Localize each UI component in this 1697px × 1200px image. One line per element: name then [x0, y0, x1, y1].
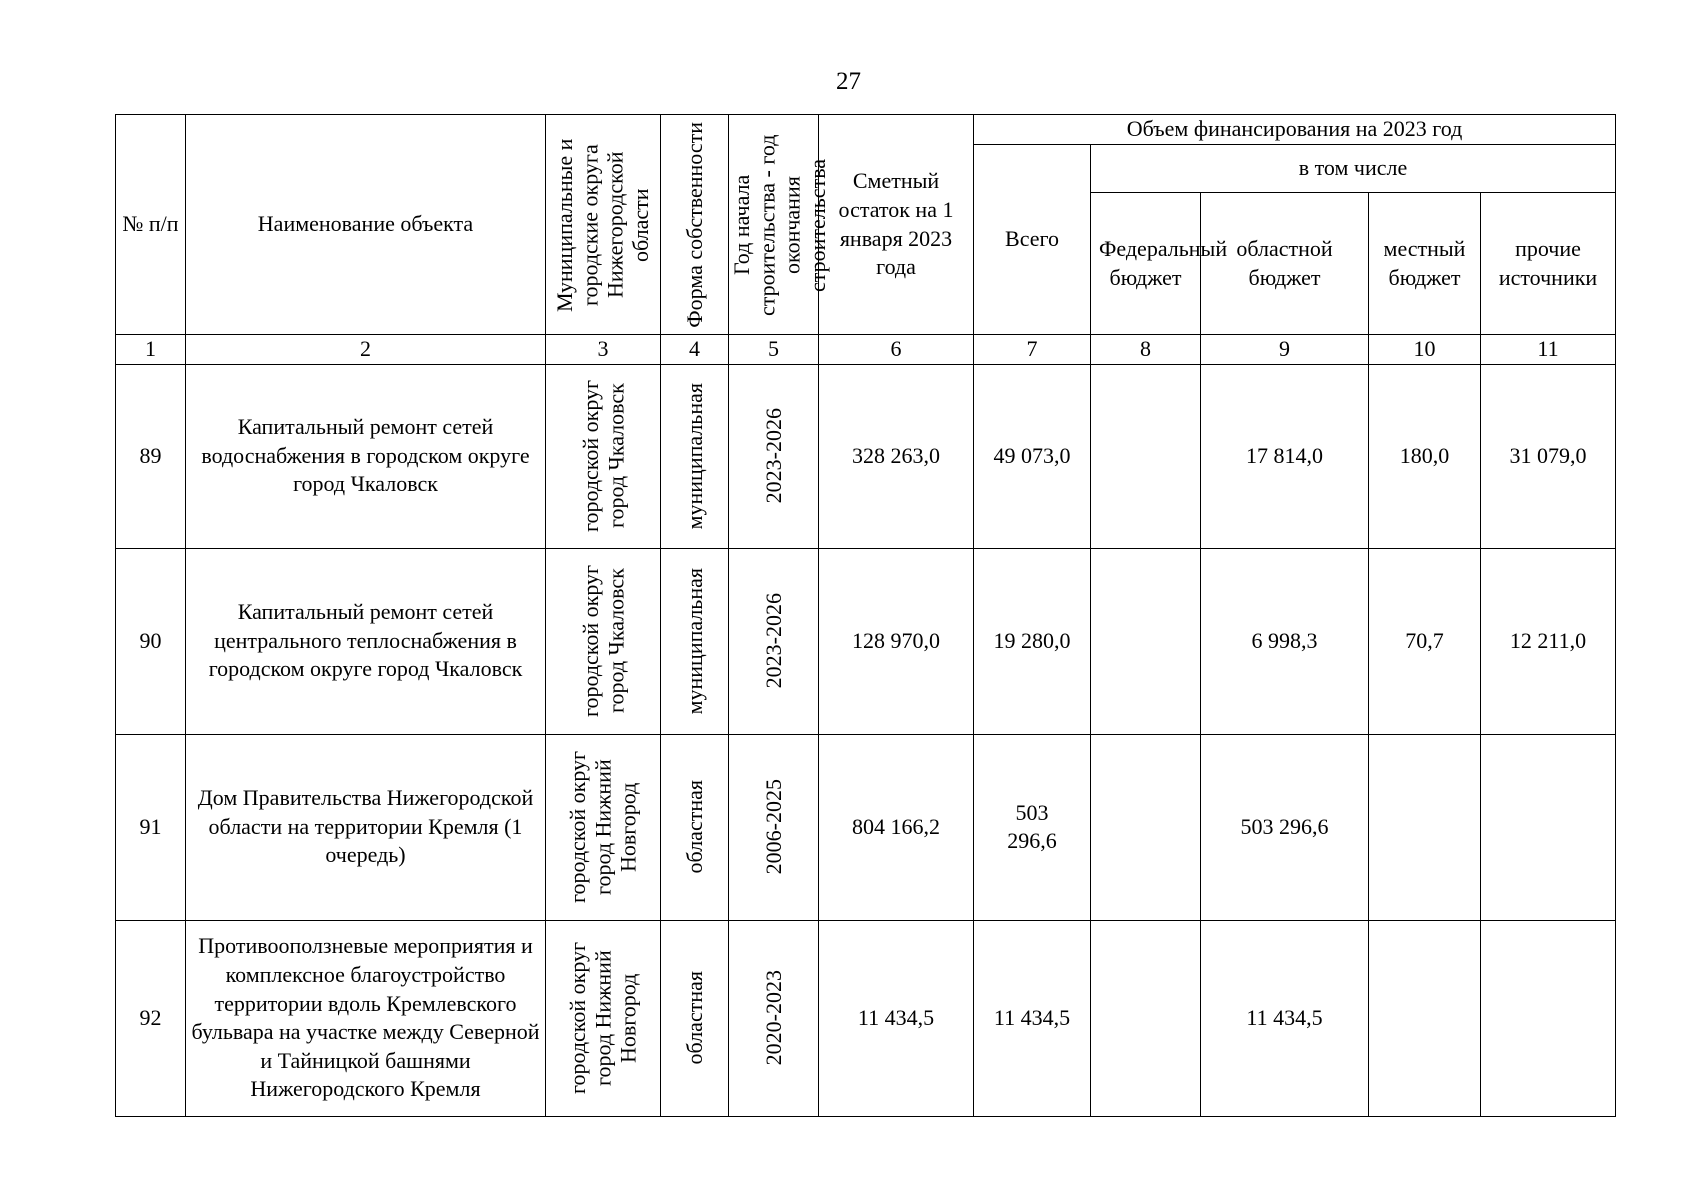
table-row — [116, 548, 1616, 734]
row-ownership-text: областная — [681, 780, 707, 874]
header-federal: Федеральный бюджет — [1091, 193, 1201, 335]
row-estimate: 804 166,2 — [819, 734, 974, 920]
row-municipal — [546, 364, 661, 548]
row-ownership-text: муниципальная — [681, 567, 707, 715]
row-local — [1369, 920, 1481, 1116]
row-regional: 17 814,0 — [1201, 364, 1369, 548]
row-federal — [1091, 734, 1201, 920]
row-name: Капитальный ремонт сетей водоснабжения в городском округе город Чкаловск — [186, 364, 546, 548]
header-ownership — [661, 115, 729, 335]
table-row — [116, 364, 1616, 548]
row-total: 11 434,5 — [974, 920, 1091, 1116]
row-estimate: 11 434,5 — [819, 920, 974, 1116]
row-name: Капитальный ремонт сетей центрального теплоснабжения в городском округе город Чкаловск — [186, 548, 546, 734]
header-name: Наименование объекта — [186, 115, 546, 335]
page-number: 27 — [836, 68, 861, 95]
row-ownership — [661, 548, 729, 734]
row-local: 180,0 — [1369, 364, 1481, 548]
row-ownership — [661, 734, 729, 920]
header-including: в том числе — [1091, 145, 1616, 193]
row-municipal-text: городской округ город Нижний Новгород — [565, 751, 641, 904]
column-number: 6 — [819, 335, 974, 365]
row-years — [729, 364, 819, 548]
row-years-text: 2020-2023 — [760, 970, 786, 1066]
header-local: местный бюджет — [1369, 193, 1481, 335]
header-years — [729, 115, 830, 335]
row-municipal-text: городской округ город Нижний Новгород — [565, 942, 641, 1095]
column-number: 1 — [116, 335, 186, 365]
header-ownership-text: Форма собственности — [681, 121, 707, 328]
table-row — [116, 920, 1616, 1116]
row-regional: 503 296,6 — [1201, 734, 1369, 920]
column-number: 5 — [729, 335, 819, 365]
row-other — [1481, 920, 1616, 1116]
row-years — [729, 920, 819, 1116]
row-municipal-text: городской округ город Чкаловск — [577, 565, 628, 718]
row-other — [1481, 734, 1616, 920]
row-federal — [1091, 548, 1201, 734]
row-other: 31 079,0 — [1481, 364, 1616, 548]
row-ownership-text: областная — [681, 971, 707, 1065]
row-estimate: 328 263,0 — [819, 364, 974, 548]
row-total: 49 073,0 — [974, 364, 1091, 548]
row-federal — [1091, 920, 1201, 1116]
table-row — [116, 734, 1616, 920]
row-local — [1369, 734, 1481, 920]
row-total: 19 280,0 — [974, 548, 1091, 734]
header-estimate: Сметный остаток на 1 января 2023 года — [819, 115, 974, 335]
column-number: 11 — [1481, 335, 1616, 365]
row-estimate: 128 970,0 — [819, 548, 974, 734]
row-local: 70,7 — [1369, 548, 1481, 734]
row-years — [729, 734, 819, 920]
row-years-text: 2023-2026 — [760, 593, 786, 689]
row-ownership-text: муниципальная — [681, 382, 707, 530]
column-number: 3 — [546, 335, 661, 365]
row-no: 89 — [116, 364, 186, 548]
column-numbers-row — [116, 335, 1616, 365]
row-years-text: 2023-2026 — [760, 408, 786, 504]
header-other: прочие источники — [1481, 193, 1616, 335]
row-municipal-text: городской округ город Чкаловск — [577, 380, 628, 533]
row-total: 503 296,6 — [974, 734, 1091, 920]
header-total: Всего — [974, 145, 1091, 335]
header-funding-group: Объем финансирования на 2023 год — [974, 115, 1616, 145]
column-number: 4 — [661, 335, 729, 365]
row-years-text: 2006-2025 — [760, 779, 786, 875]
column-number: 7 — [974, 335, 1091, 365]
header-municipal-text: Муниципальные и городские округа Нижегородской области — [552, 137, 654, 312]
header-years-text: Год начала строительства - год окончания строительства — [729, 133, 830, 316]
table-header — [116, 115, 1616, 365]
column-number: 8 — [1091, 335, 1201, 365]
row-no: 90 — [116, 548, 186, 734]
column-number: 10 — [1369, 335, 1481, 365]
financing-table — [115, 114, 1616, 1117]
row-ownership — [661, 364, 729, 548]
row-no: 91 — [116, 734, 186, 920]
row-ownership — [661, 920, 729, 1116]
row-name: Противооползневые мероприятия и комплексное благоустройство территории вдоль Кремлевского бульвара на участке между Северной и Тайницкой башнями Нижегородского Кремля — [186, 920, 546, 1116]
row-name: Дом Правительства Нижегородской области на территории Кремля (1 очередь) — [186, 734, 546, 920]
header-no: № п/п — [116, 115, 186, 335]
row-municipal — [546, 920, 661, 1116]
row-years — [729, 548, 819, 734]
row-federal — [1091, 364, 1201, 548]
row-regional: 6 998,3 — [1201, 548, 1369, 734]
row-municipal — [546, 734, 661, 920]
row-no: 92 — [116, 920, 186, 1116]
row-other: 12 211,0 — [1481, 548, 1616, 734]
column-number: 9 — [1201, 335, 1369, 365]
row-municipal — [546, 548, 661, 734]
row-regional: 11 434,5 — [1201, 920, 1369, 1116]
header-municipal — [546, 115, 661, 335]
header-regional: областной бюджет — [1201, 193, 1369, 335]
column-number: 2 — [186, 335, 546, 365]
